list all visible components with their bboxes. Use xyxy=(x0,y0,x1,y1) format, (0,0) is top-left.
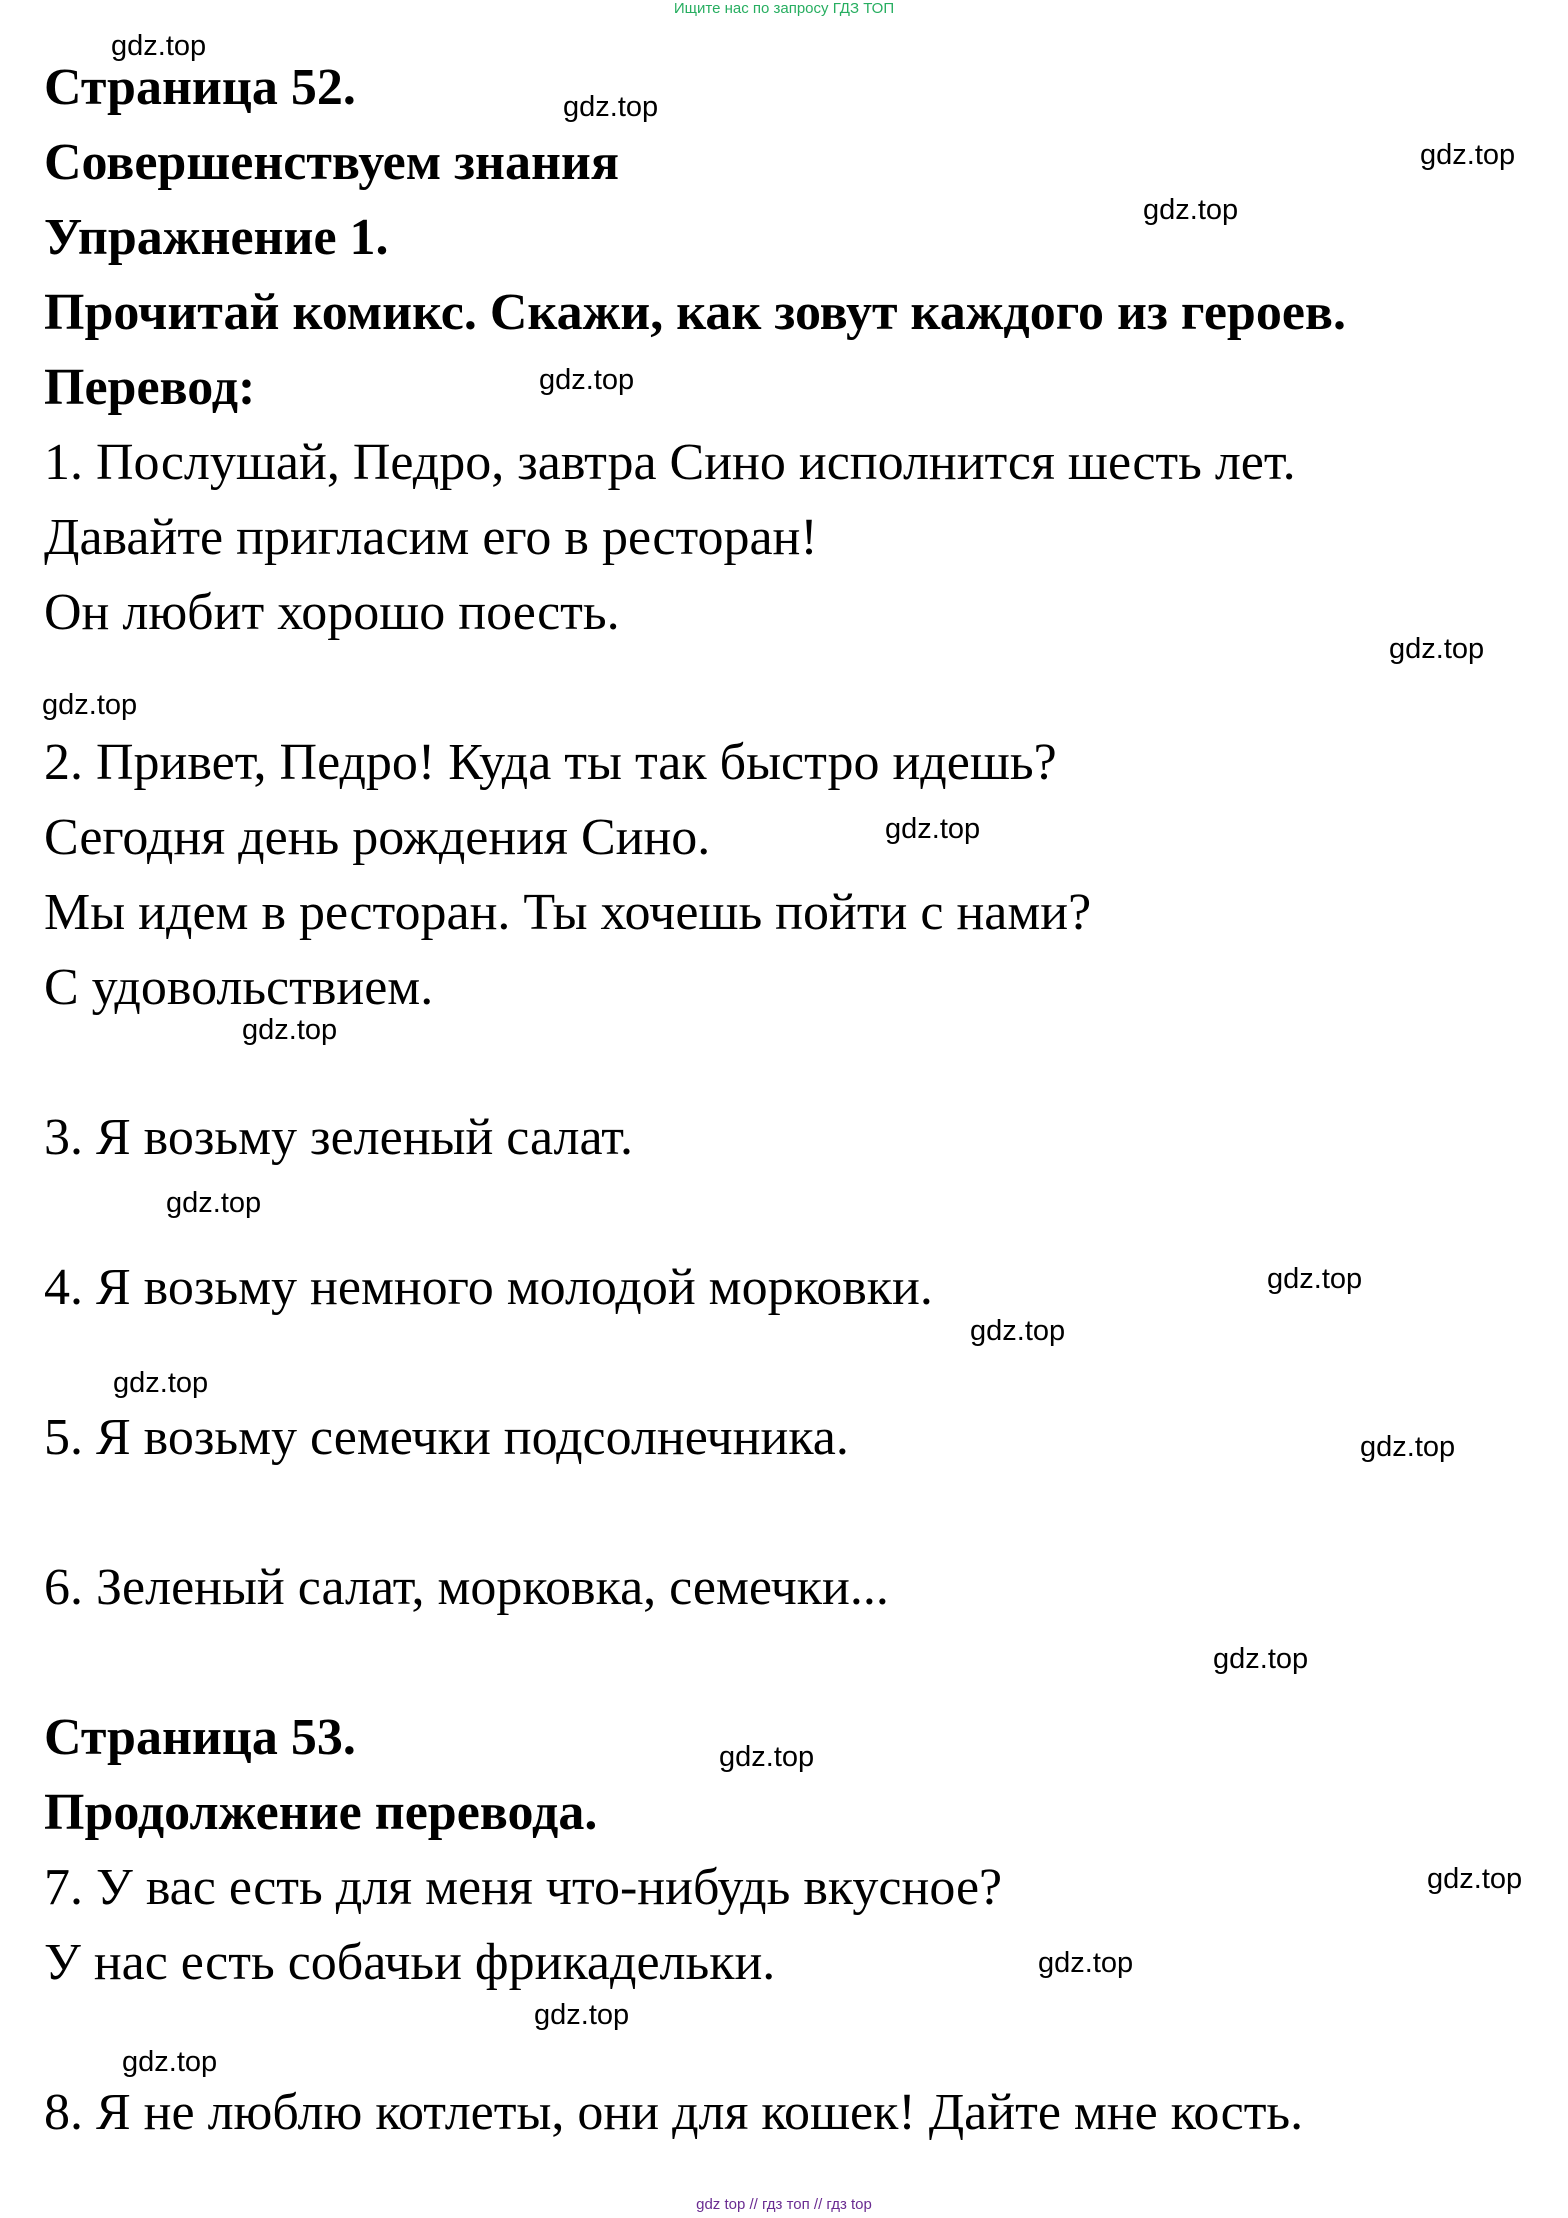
continuation-title: Продолжение перевода. xyxy=(44,1784,598,1841)
watermark: gdz.top xyxy=(1427,1863,1523,1895)
watermark: gdz.top xyxy=(113,1367,209,1399)
text-line: 7. У вас есть для меня что-нибудь вкусное? xyxy=(44,1859,1003,1916)
watermark: gdz.top xyxy=(534,1999,630,2031)
text-line: 3. Я возьму зеленый салат. xyxy=(44,1109,634,1166)
watermark: gdz.top xyxy=(563,91,659,123)
watermark: gdz.top xyxy=(539,364,635,396)
watermark: gdz.top xyxy=(1038,1947,1134,1979)
watermark: gdz.top xyxy=(885,813,981,845)
text-line: Мы идем в ресторан. Ты хочешь пойти с нами? xyxy=(44,884,1092,941)
text-line: 5. Я возьму семечки подсолнечника. xyxy=(44,1409,849,1466)
watermark: gdz.top xyxy=(1143,194,1239,226)
text-line: С удовольствием. xyxy=(44,959,434,1016)
text-line: 8. Я не люблю котлеты, они для кошек! Дайте мне кость. xyxy=(44,2084,1304,2141)
page-52-title: Страница 52. xyxy=(44,59,356,116)
watermark: gdz.top xyxy=(42,689,138,721)
text-line: 4. Я возьму немного молодой морковки. xyxy=(44,1259,933,1316)
text-line: Он любит хорошо поесть. xyxy=(44,584,620,641)
watermark: gdz.top xyxy=(719,1741,815,1773)
watermark: gdz.top xyxy=(111,30,207,62)
watermark: gdz.top xyxy=(1360,1431,1456,1463)
text-line: У нас есть собачьи фрикадельки. xyxy=(44,1934,776,1991)
watermark: gdz.top xyxy=(1420,139,1516,171)
translation-label: Перевод: xyxy=(44,359,256,416)
page-53-title: Страница 53. xyxy=(44,1709,356,1766)
watermark: gdz.top xyxy=(970,1315,1066,1347)
watermark: gdz.top xyxy=(242,1014,338,1046)
watermark: gdz.top xyxy=(1389,633,1485,665)
text-line: 6. Зеленый салат, морковка, семечки... xyxy=(44,1559,889,1616)
watermark: gdz.top xyxy=(1267,1263,1363,1295)
watermark: gdz.top xyxy=(122,2046,218,2078)
section-title: Совершенствуем знания xyxy=(44,134,620,191)
text-line: 2. Привет, Педро! Куда ты так быстро идешь? xyxy=(44,734,1057,791)
watermark: gdz.top xyxy=(166,1187,262,1219)
exercise-title: Упражнение 1. xyxy=(44,209,389,266)
top-banner[interactable]: Ищите нас по запросу ГДЗ ТОП xyxy=(673,0,895,17)
text-line: 1. Послушай, Педро, завтра Сино исполнится шесть лет. xyxy=(44,434,1296,491)
instruction: Прочитай комикс. Скажи, как зовут каждого из героев. xyxy=(44,284,1346,341)
text-line: Сегодня день рождения Сино. xyxy=(44,809,711,866)
bottom-banner[interactable]: gdz top // гдз топ // гдз top xyxy=(696,2196,872,2213)
text-line: Давайте пригласим его в ресторан! xyxy=(44,509,818,566)
watermark: gdz.top xyxy=(1213,1643,1309,1675)
